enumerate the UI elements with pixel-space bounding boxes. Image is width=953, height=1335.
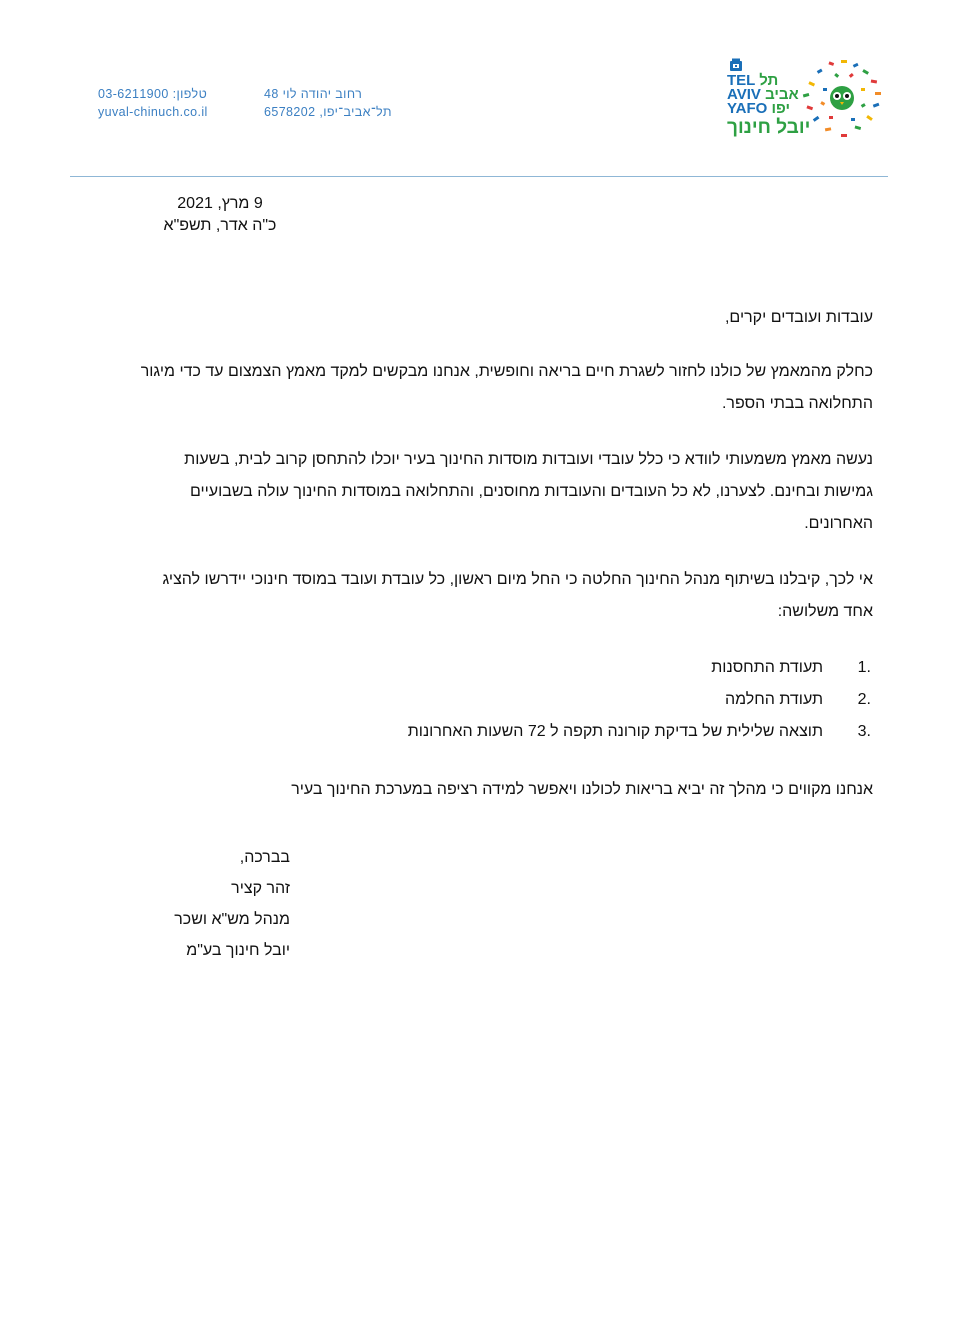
logo-city-name: TEL תל AVIV אביב YAFO יפו	[727, 72, 799, 117]
requirements-list	[136, 652, 873, 748]
list-item-number: 2.	[857, 691, 871, 708]
address-block	[264, 85, 400, 121]
paragraph: נעשה מאמץ משמעותי לוודא כי כלל עובדי ועובדות מוסדות החינוך בעיר יוכלו להתחסן קרוב לבית, בשעות גמישות ובחינם. לצערנו, לא כל העובדים והעובדות מחוסנים, והתחלואה במוסדות החינוך עולה בשבועיים האחרונים.	[184, 451, 873, 532]
list-item-number: 3.	[857, 723, 871, 740]
signature-role: מנהל מש"א ושכר	[174, 911, 290, 928]
contact-block	[98, 85, 224, 121]
contact-website[interactable]: yuval-chinuch.co.il	[98, 105, 208, 119]
signature-blessing: בברכה,	[239, 849, 290, 866]
letter-greeting: עובדות ועובדים יקרים,	[724, 309, 873, 326]
colorful-mosaic-owl-icon	[799, 58, 887, 142]
list-item	[136, 652, 871, 684]
list-item	[136, 684, 871, 716]
header-divider	[70, 176, 888, 177]
paragraph: אי לכך, קיבלנו בשיתוף מנהל החינוך החלטה כי החל מיום ראשון, כל עובדת ועובד במוסד חינוכי יידרשו להציג אחד משלושה:	[162, 571, 873, 620]
list-item-number: 1.	[857, 659, 871, 676]
list-item-text: תעודת התחסנות	[711, 659, 823, 676]
contact-phone: טלפון: 03-6211900	[98, 87, 208, 101]
signature-name: זהר קציר	[231, 880, 290, 897]
letter-body	[136, 302, 873, 806]
signature-org: יובל חינוך בע"מ	[186, 942, 290, 959]
letter-dates	[150, 193, 290, 237]
paragraph: כחלק מהמאמץ של כולנו לחזור לשגרת חיים בריאה וחופשית, אנחנו מבקשים למקד מאמץ הצמצום עד כדי מיגור התחלואה בבתי הספר.	[140, 363, 873, 412]
signature-block	[150, 842, 290, 966]
list-item	[136, 716, 871, 748]
address-city: תל־אביב־יפו, 6578202	[264, 105, 392, 119]
logo-org-name: יובל חינוך	[727, 117, 811, 138]
list-item-text: תעודת החלמה	[724, 691, 823, 708]
tel-aviv-yuval-logo	[727, 58, 887, 142]
city-emblem-icon	[729, 58, 743, 72]
address-street: רחוב יהודה לוי 48	[264, 87, 363, 101]
date-hebrew: כ"ה אדר, תשפ"א	[163, 217, 277, 234]
date-gregorian: 9 מרץ, 2021	[177, 195, 263, 212]
letter-closing: אנחנו מקווים כי מהלך זה יביא בריאות לכולנו ויאפשר למידה רציפה במערכת החינוך בעיר	[291, 781, 873, 798]
list-item-text: תוצאה שלילית של בדיקת קורונה תקפה ל 72 השעות האחרונות	[407, 723, 823, 740]
